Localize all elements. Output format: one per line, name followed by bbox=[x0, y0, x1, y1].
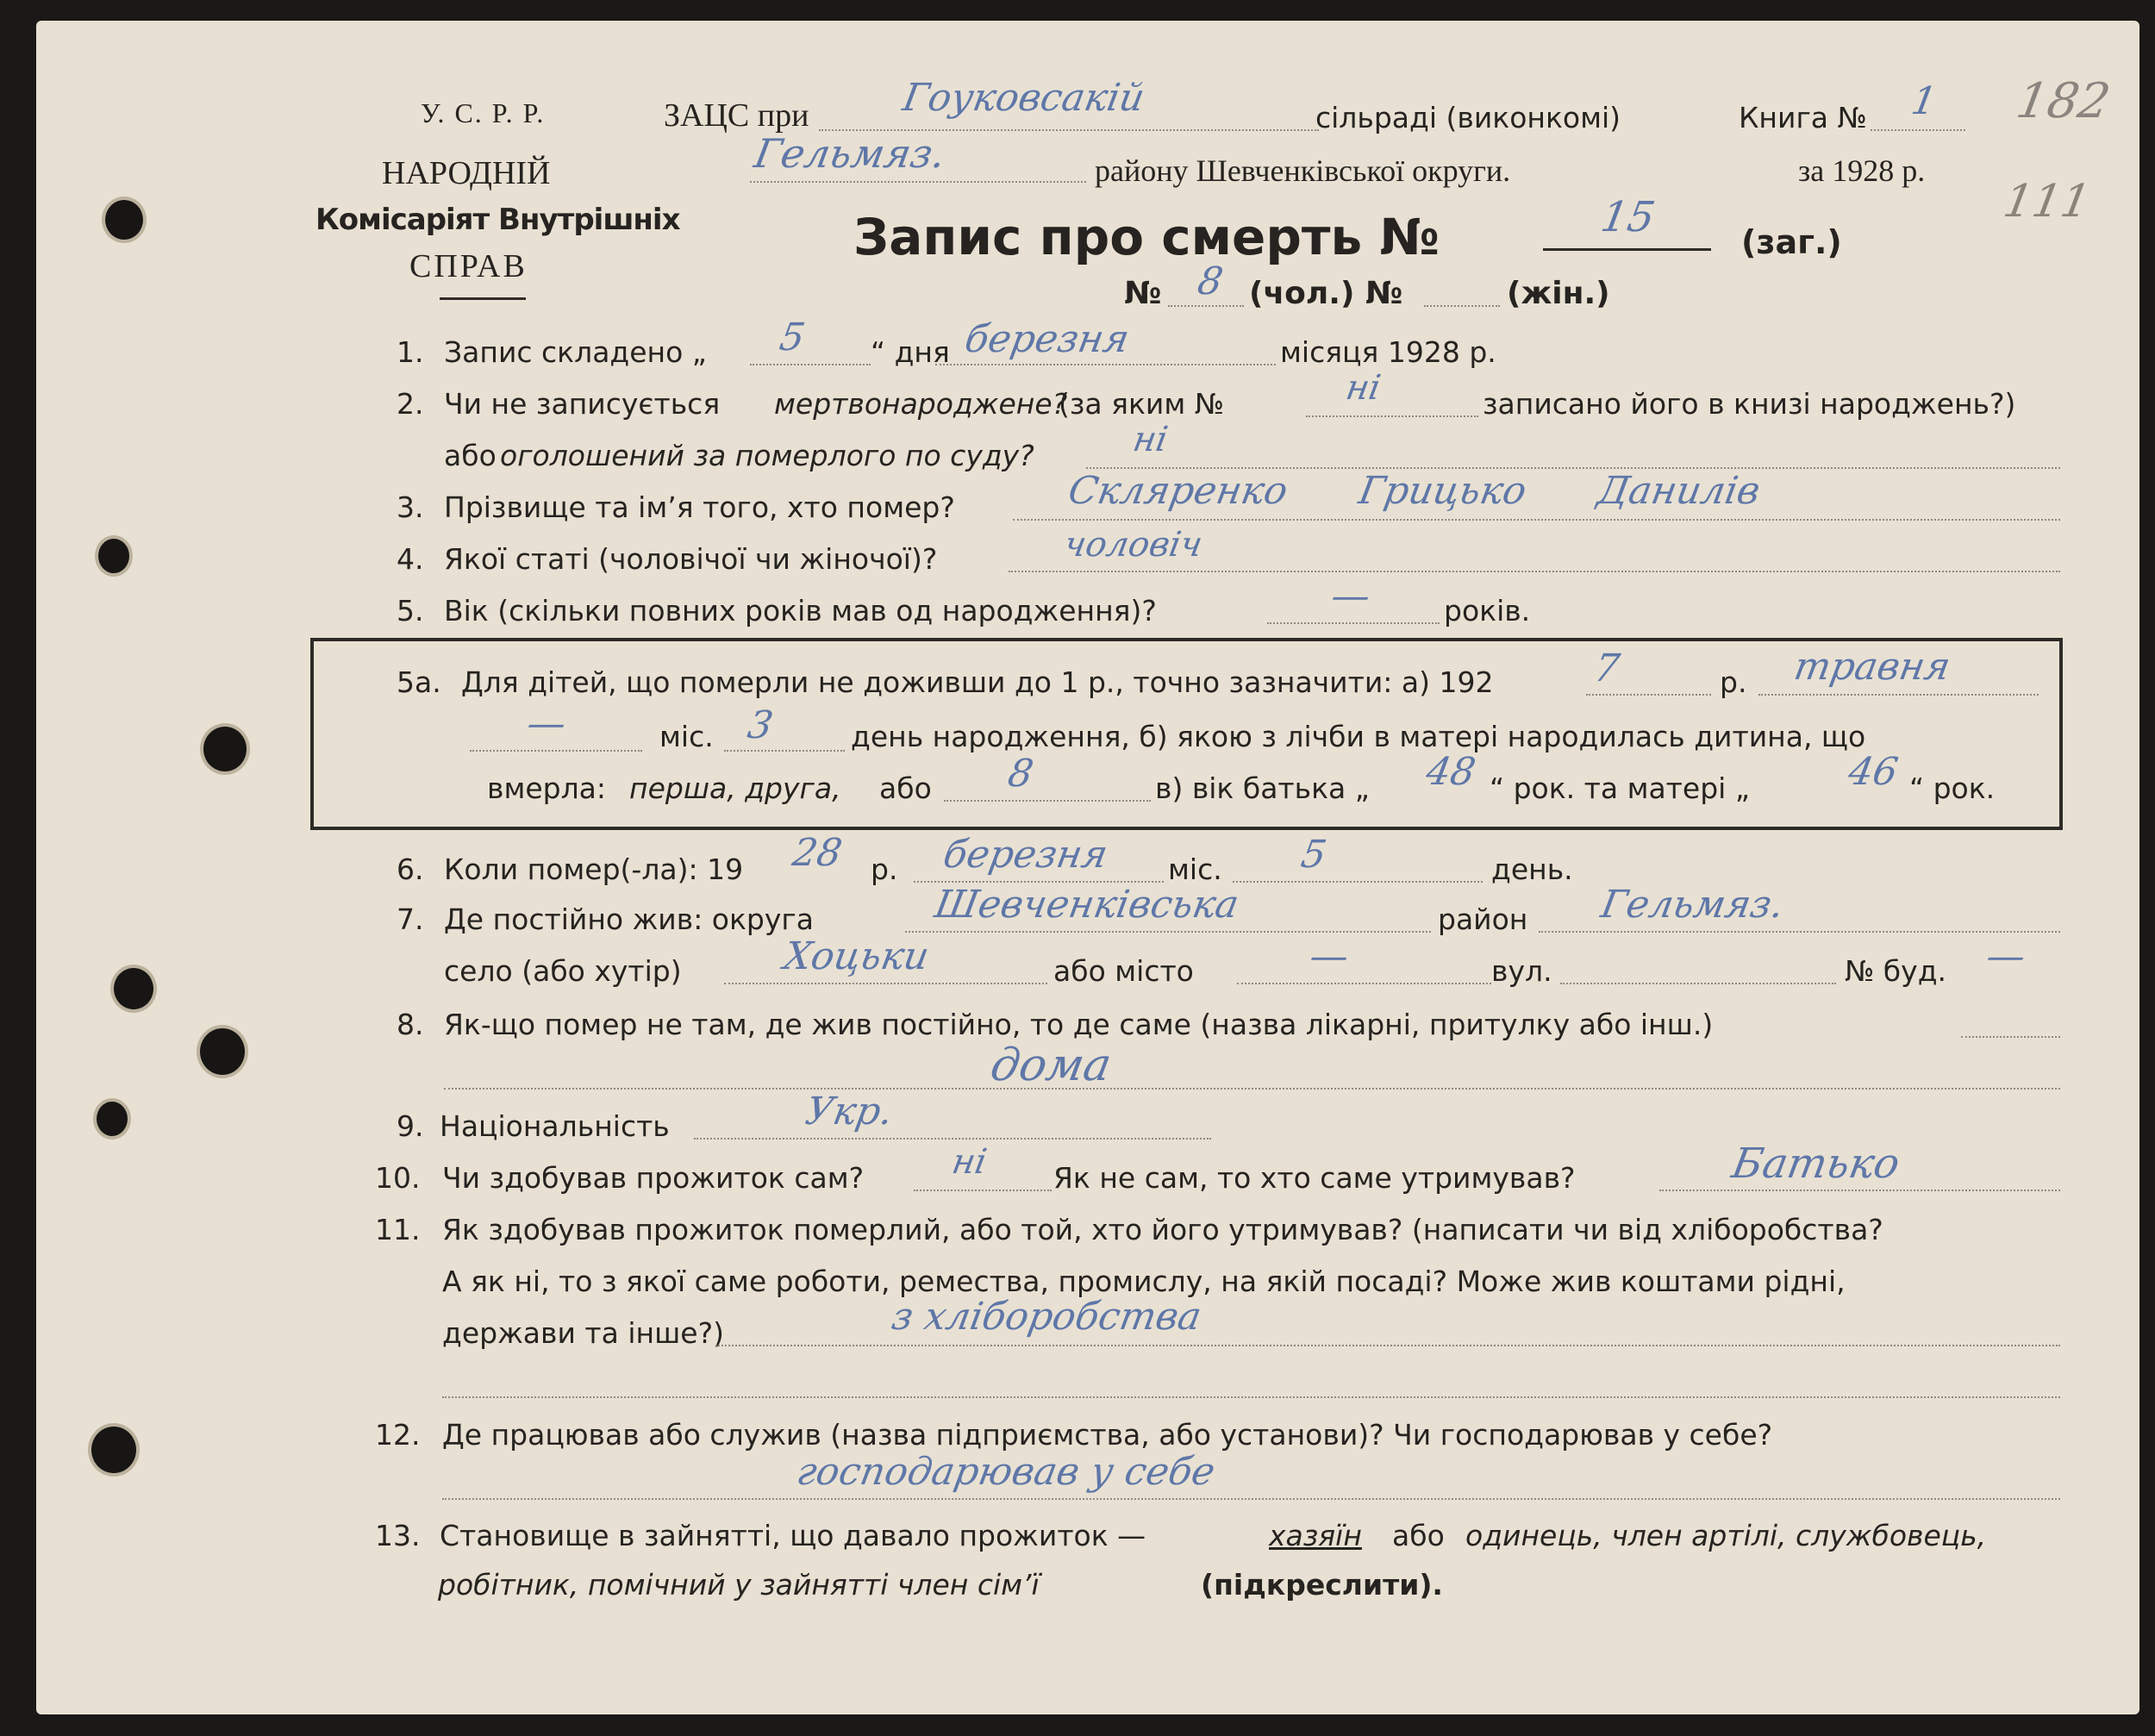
q2-label: або bbox=[444, 439, 497, 472]
q7-label: вул. bbox=[1491, 954, 1552, 988]
punch-hole bbox=[98, 539, 129, 573]
q4-label: Якої статі (чоловічої чи жіночої)? bbox=[444, 542, 938, 576]
punch-hole bbox=[203, 727, 247, 771]
fill-line bbox=[1013, 519, 2060, 521]
q10-self-handwritten: ні bbox=[948, 1142, 990, 1182]
male-number-handwritten: 8 bbox=[1194, 259, 1227, 303]
fill-line bbox=[1961, 1036, 2060, 1038]
q7-label: № буд. bbox=[1845, 954, 1946, 988]
q5-number: 5. bbox=[397, 594, 424, 628]
issuer-country: У. С. Р. Р. bbox=[421, 97, 546, 128]
fill-line bbox=[724, 750, 845, 752]
q5a-label: міс. bbox=[659, 720, 714, 753]
q1-label: Запис складено „ bbox=[444, 335, 707, 369]
fill-line bbox=[750, 364, 871, 365]
fill-line bbox=[1009, 571, 2060, 572]
q6-month-handwritten: березня bbox=[940, 833, 1111, 877]
q7-selo-handwritten: Хоцьки bbox=[780, 934, 933, 978]
fill-line bbox=[944, 800, 1151, 802]
q2-court-handwritten: ні bbox=[1129, 420, 1171, 459]
book-number-handwritten: 1 bbox=[1908, 79, 1940, 123]
q5a-mother-age-handwritten: 46 bbox=[1845, 750, 1902, 794]
fill-line bbox=[1168, 305, 1244, 307]
q5a-day-handwritten: 3 bbox=[744, 703, 777, 747]
q7-label: Де постійно жив: округа bbox=[444, 902, 814, 936]
q11-label: А як ні, то з якої саме роботи, ремества, промислу, на якій посаді? Може жив коштами рідні, bbox=[442, 1265, 1846, 1298]
fill-line bbox=[1758, 694, 2039, 696]
fill-line bbox=[1306, 415, 1478, 417]
q13-label: або bbox=[1392, 1519, 1445, 1552]
q6-year-handwritten: 28 bbox=[789, 831, 846, 875]
q13-option-owner: хазяїн bbox=[1269, 1519, 1362, 1552]
q2-label: (за яким № bbox=[1059, 387, 1225, 421]
q7-raion-handwritten: Гельмяз. bbox=[1597, 883, 1788, 927]
q1-number: 1. bbox=[397, 335, 424, 369]
q5a-month-handwritten: — bbox=[523, 702, 570, 746]
q10-label: Чи здобував прожиток сам? bbox=[442, 1161, 865, 1195]
village-council-label: сільраді (виконкомі) bbox=[1315, 101, 1621, 134]
q7-label: район bbox=[1438, 902, 1528, 936]
q5a-order-handwritten: 8 bbox=[1004, 752, 1037, 796]
q5a-label: “ рок. bbox=[1909, 771, 1996, 805]
q2-number: 2. bbox=[397, 387, 424, 421]
record-number-handwritten: 15 bbox=[1597, 193, 1659, 241]
q7-okruha-handwritten: Шевченківська bbox=[931, 883, 1242, 927]
fill-line bbox=[905, 931, 1431, 933]
q4-sex-handwritten: чоловіч bbox=[1060, 525, 1206, 565]
q1-label: “ дня bbox=[871, 335, 950, 369]
q2-label: оголошений за померлого по суду? bbox=[500, 439, 1034, 472]
q12-label: Де працював або служив (назва підприємства, або установи)? Чи господарював у себе? bbox=[442, 1418, 1773, 1452]
fill-line bbox=[914, 1190, 1052, 1191]
fill-line bbox=[444, 1088, 2060, 1090]
punch-hole bbox=[97, 1102, 128, 1136]
q1-label: місяця 1928 р. bbox=[1280, 335, 1496, 369]
fill-line bbox=[1424, 305, 1500, 307]
q3-label: Прізвище та ім’я того, хто помер? bbox=[444, 490, 955, 524]
fill-line bbox=[442, 1498, 2060, 1500]
punch-hole bbox=[91, 1427, 136, 1473]
punch-hole bbox=[200, 1028, 245, 1075]
q13-options: робітник, помічний у зайнятті член сім’ї bbox=[438, 1568, 1040, 1602]
q5a-label: перша, друга, bbox=[629, 771, 841, 805]
fill-line bbox=[1237, 983, 1491, 984]
fill-line bbox=[1659, 1190, 2060, 1191]
book-label: Книга № bbox=[1739, 101, 1867, 134]
fill-line bbox=[715, 1345, 2060, 1346]
q3-name-handwritten: Скляренко Грицько Данилів bbox=[1065, 469, 1764, 513]
q7-misto-handwritten: — bbox=[1306, 934, 1352, 978]
q7-number: 7. bbox=[397, 902, 424, 936]
q12-number: 12. bbox=[375, 1418, 421, 1452]
year-label: за 1928 р. bbox=[1798, 153, 1926, 188]
q8-place-handwritten: дома bbox=[986, 1040, 1115, 1091]
q5a-label: р. bbox=[1720, 665, 1747, 699]
q5-age-handwritten: — bbox=[1327, 574, 1374, 618]
q6-label: Коли помер(-ла): 19 bbox=[444, 852, 744, 886]
q13-options: одинець, член артілі, службовець, bbox=[1465, 1519, 1987, 1552]
q5-label: Вік (скільки повних років мав од народження)? bbox=[444, 594, 1157, 628]
fill-line bbox=[1543, 248, 1711, 251]
district-label: району Шевченківської округи. bbox=[1095, 153, 1511, 188]
q5a-year-handwritten: 7 bbox=[1590, 646, 1623, 690]
issuer-commissariat: Комісаріят Внутрішніх bbox=[315, 203, 680, 237]
fill-line bbox=[750, 181, 1086, 183]
q1-month-handwritten: березня bbox=[961, 317, 1133, 361]
q5-label: років. bbox=[1444, 594, 1531, 628]
q1-day-handwritten: 5 bbox=[776, 315, 809, 359]
fill-line bbox=[1586, 694, 1711, 696]
q5a-label: або bbox=[879, 771, 932, 805]
punch-hole bbox=[105, 200, 143, 240]
q5a-number: 5а. bbox=[397, 665, 441, 699]
q5a-label: “ рок. та матері „ bbox=[1490, 771, 1750, 805]
q13-number: 13. bbox=[375, 1519, 421, 1552]
q11-label: Як здобував прожиток померлий, або той, хто його утримував? (написати чи від хліборобства? bbox=[442, 1213, 1883, 1246]
fill-line bbox=[1871, 129, 1965, 131]
q5a-label: Для дітей, що померли не доживши до 1 р., точно зазначити: а) 192 bbox=[461, 665, 1494, 699]
fill-line bbox=[935, 364, 1276, 365]
district-handwritten: Гельмяз. bbox=[751, 130, 950, 177]
page-title: Запис про смерть № bbox=[853, 208, 1440, 266]
q3-number: 3. bbox=[397, 490, 424, 524]
q8-label: Як-що помер не там, де жив постійно, то де саме (назва лікарні, притулку або інш.) bbox=[444, 1008, 1714, 1041]
q8-number: 8. bbox=[397, 1008, 424, 1041]
fill-line bbox=[1560, 983, 1836, 984]
q5a-month-name-handwritten: травня bbox=[1790, 645, 1954, 689]
q2-label: записано його в книзі народжень?) bbox=[1483, 387, 2016, 421]
fill-line bbox=[694, 1138, 1211, 1140]
issuer-commissariat: СПРАВ bbox=[409, 248, 528, 284]
q10-label: Як не сам, то хто саме утримував? bbox=[1053, 1161, 1576, 1195]
q2-label: Чи не записується bbox=[444, 387, 721, 421]
fill-line bbox=[1267, 622, 1440, 624]
q11-label: держави та інше?) bbox=[442, 1316, 724, 1350]
q6-day-handwritten: 5 bbox=[1297, 833, 1330, 877]
q13-label: Становище в зайнятті, що давало прожиток — bbox=[440, 1519, 1146, 1552]
archive-number-pencil: 182 bbox=[2012, 73, 2114, 129]
fill-line bbox=[470, 750, 642, 752]
male-label: (чол.) № bbox=[1249, 276, 1403, 311]
q6-number: 6. bbox=[397, 852, 424, 886]
q2-number-handwritten: ні bbox=[1342, 368, 1384, 408]
q9-label: Національність bbox=[440, 1109, 670, 1143]
q6-label: міс. bbox=[1168, 852, 1222, 886]
q13-label: (підкреслити). bbox=[1201, 1568, 1443, 1602]
q11-number: 11. bbox=[375, 1213, 421, 1246]
q7-bud-handwritten: — bbox=[1983, 934, 2029, 978]
q5a-label: в) вік батька „ bbox=[1155, 771, 1370, 805]
male-number-label: № bbox=[1124, 276, 1162, 311]
q4-number: 4. bbox=[397, 542, 424, 576]
q6-label: день. bbox=[1491, 852, 1573, 886]
archive-number-pencil: 111 bbox=[1999, 176, 2095, 228]
zats-label: ЗАЦС при bbox=[664, 97, 809, 134]
q9-number: 9. bbox=[397, 1109, 424, 1143]
fill-line bbox=[724, 983, 1047, 984]
q12-workplace-handwritten: господарював у себе bbox=[793, 1450, 1219, 1494]
q11-occupation-handwritten: з хліборобства bbox=[888, 1295, 1205, 1339]
q9-nationality-handwritten: Укр. bbox=[802, 1090, 896, 1133]
q2-label: мертвонароджене? bbox=[774, 387, 1068, 421]
village-name-handwritten: Гоуковсакій bbox=[899, 76, 1148, 120]
q5a-father-age-handwritten: 48 bbox=[1422, 750, 1479, 794]
general-label: (заг.) bbox=[1741, 223, 1842, 261]
punch-hole bbox=[114, 968, 153, 1009]
fill-line bbox=[442, 1396, 2060, 1398]
fill-line bbox=[1233, 881, 1483, 883]
q10-number: 10. bbox=[375, 1161, 421, 1195]
q7-label: село (або хутір) bbox=[444, 954, 682, 988]
q6-label: р. bbox=[871, 852, 898, 886]
fill-line bbox=[1539, 931, 2060, 933]
q5a-label: день народження, б) якою з лічби в матері народилась дитина, що bbox=[851, 720, 1866, 753]
q5a-label: вмерла: bbox=[487, 771, 607, 805]
issuer-commissariat: НАРОДНІЙ bbox=[382, 155, 551, 191]
header-rule bbox=[440, 297, 526, 300]
q7-label: або місто bbox=[1053, 954, 1194, 988]
female-label: (жін.) bbox=[1507, 276, 1610, 311]
q10-supporter-handwritten: Батько bbox=[1728, 1140, 1904, 1188]
